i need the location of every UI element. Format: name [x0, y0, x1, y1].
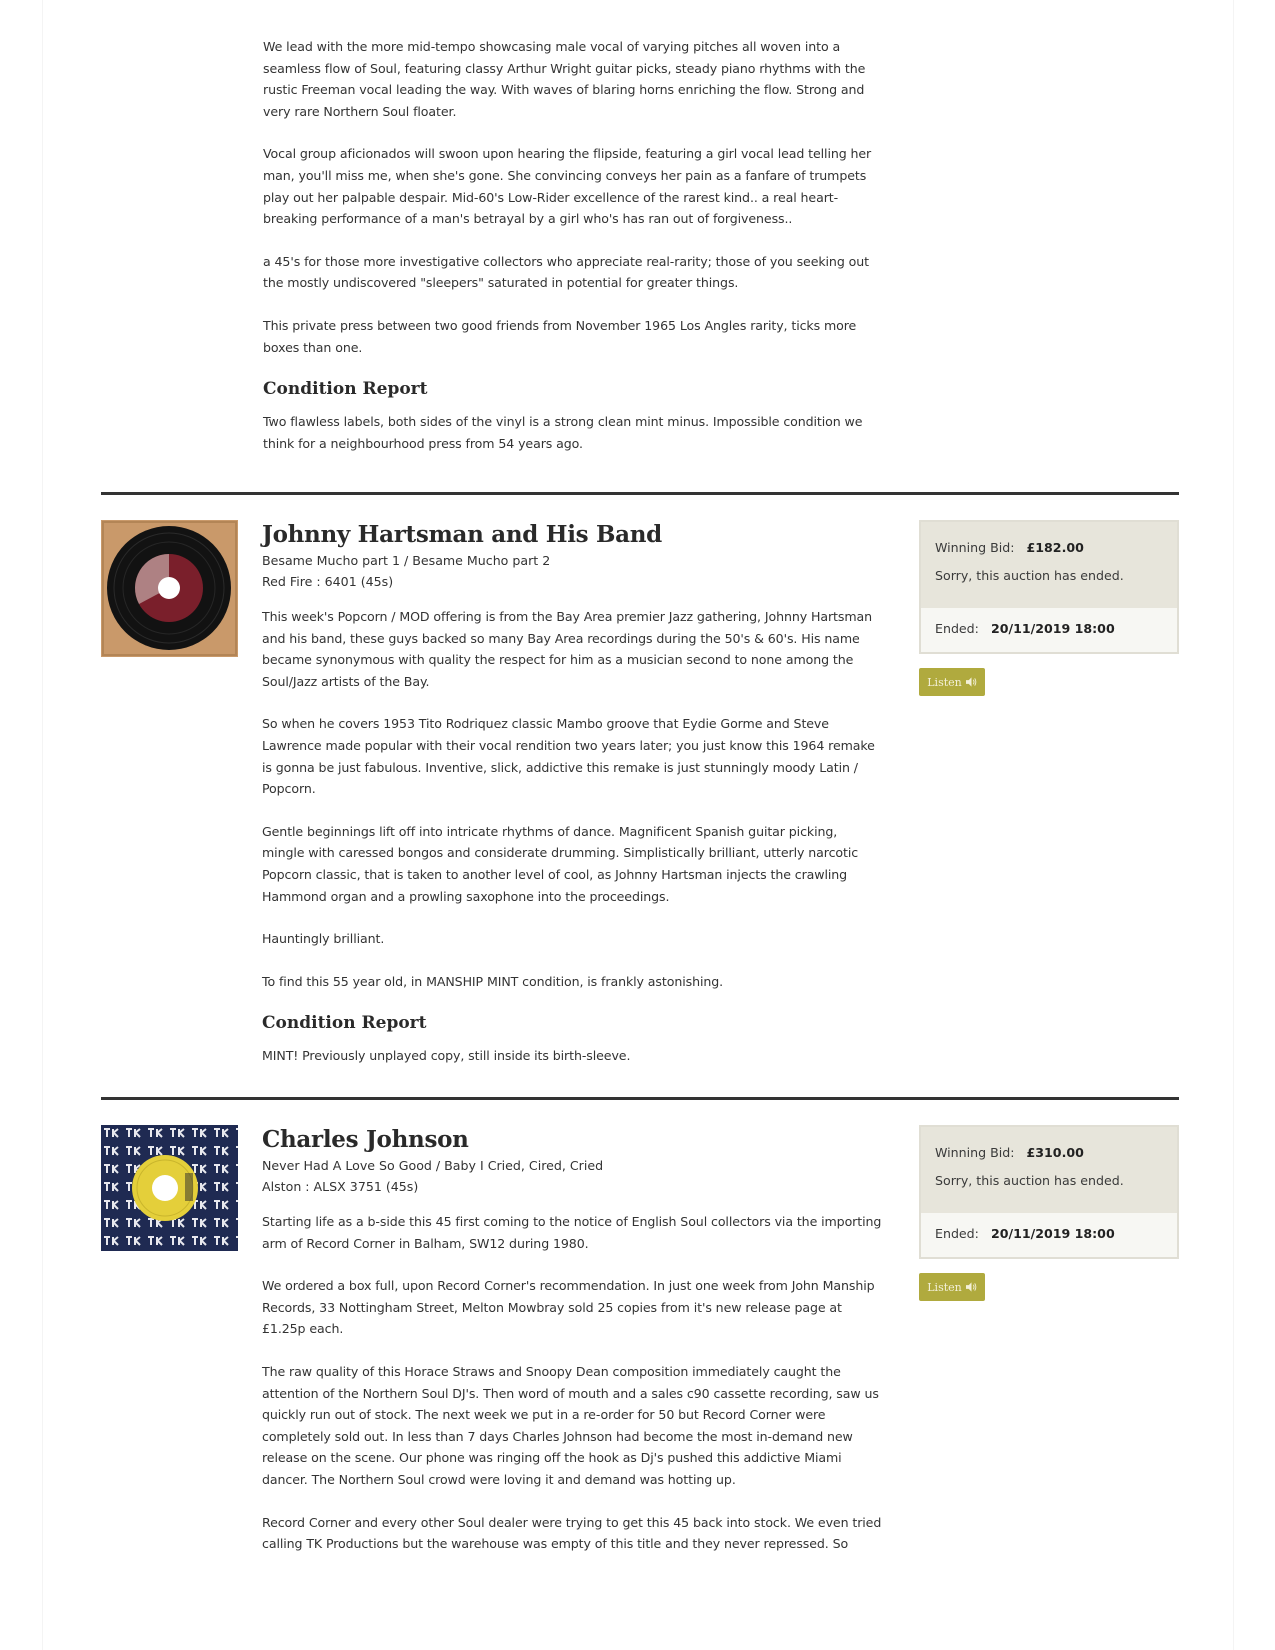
ended-row	[921, 608, 1177, 652]
record-thumbnail[interactable]	[101, 520, 238, 657]
description-paragraph: We lead with the more mid-tempo showcasing male vocal of varying pitches all woven into a seamless flow of Soul, featuring classy Arthur Wright guitar picks, steady piano rhythms with the rustic Freeman vocal leading the way. With waves of blaring horns enriching the flow. Strong and very rare Northern Soul floater.	[263, 39, 866, 119]
description-paragraph: To find this 55 year old, in MANSHIP MINT condition, is frankly astonishing.	[262, 973, 724, 989]
item-description	[262, 1211, 882, 1555]
winning-bid-value: £182.00	[1026, 540, 1084, 555]
item-details	[262, 520, 882, 1088]
description-paragraph: Hauntingly brilliant.	[262, 931, 385, 947]
description-paragraph: This week's Popcorn / MOD offering is from the Bay Area premier Jazz gathering, Johnny Hartsman and his band, these guys backed so many Bay Area recordings during the 50's & 60's. His name became synonymous with quality the respect for him as a musician second to none among the Soul/Jazz artists of the Bay.	[262, 609, 872, 689]
condition-report-heading: Condition Report	[263, 379, 428, 400]
ended-date: 20/11/2019 18:00	[990, 621, 1115, 636]
description-paragraph: a 45's for those more investigative collectors who appreciate real-rarity; those of you seeking out the mostly undiscovered "sleepers" saturated in potential for greater things.	[263, 253, 869, 291]
description-paragraph: Vocal group aficionados will swoon upon hearing the flipside, featuring a girl vocal lead telling her man, you'll miss me, when she's gone. She convincing conveys her pain as a fanfare of trumpets play out her palpable despair. Mid-60's Low-Rider excellence of the rarest kind.. a real heart-breaking performance of a man's betrayal by a girl who's has ran out of forgiveness..	[263, 146, 872, 227]
artist-title: Charles Johnson	[262, 1126, 469, 1153]
item-details	[262, 1125, 882, 1576]
page-container	[42, 0, 1234, 1650]
winning-bid-label: Winning Bid:	[935, 1145, 1015, 1160]
winning-bid-label: Winning Bid:	[935, 540, 1015, 555]
auction-ended-message: Sorry, this auction has ended.	[935, 1173, 1124, 1188]
speaker-icon	[966, 1282, 977, 1292]
listen-button[interactable]	[919, 668, 985, 696]
description-paragraph: The raw quality of this Horace Straws and Snoopy Dean composition immediately caught the attention of the Northern Soul DJ's. Then word of mouth and a sales c90 cassette recording, saw us quickly run out of stock. The next week we put in a re-order for 50 but Record Corner were completely sold out. In less than 7 days Charles Johnson had become the most in-demand new release on the scene. Our phone was ringing off the hook as Dj's pushed this addictive Miami dancer. The Northern Soul crowd were loving it and demand was hotting up.	[262, 1363, 879, 1487]
listen-label: Listen	[927, 1280, 962, 1294]
description-paragraph: Record Corner and every other Soul dealer were trying to get this 45 back into stock. We even tried calling TK Productions but the warehouse was empty of this title and they never repressed. So	[262, 1514, 882, 1552]
description-paragraph: This private press between two good friends from November 1965 Los Angles rarity, ticks more boxes than one.	[263, 317, 857, 355]
condition-report-text: MINT! Previously unplayed copy, still inside its birth-sleeve.	[262, 1048, 631, 1064]
auction-status-box	[919, 1125, 1179, 1259]
item-description	[262, 606, 882, 1067]
speaker-icon	[966, 677, 977, 687]
winning-bid-row	[935, 1139, 1163, 1167]
vinyl-record-icon	[101, 1125, 238, 1251]
auction-ended-message: Sorry, this auction has ended.	[935, 568, 1124, 583]
track-titles: Never Had A Love So Good / Baby I Cried, Cired, Cried	[262, 1158, 604, 1173]
bid-info	[921, 1127, 1177, 1213]
condition-report-heading: Condition Report	[262, 1013, 427, 1034]
label-catalog: Red Fire : 6401 (45s)	[262, 574, 394, 589]
item-divider	[101, 1097, 1179, 1100]
description-paragraph: Gentle beginnings lift off into intricate rhythms of dance. Magnificent Spanish guitar picking, mingle with caressed bongos and considerate drumming. Simplistically brilliant, utterly narcotic Popcorn classic, that is taken to another level of cool, as Johnny Hartsman injects the crawling Hammond organ and a prowling saxophone into the proceedings.	[262, 823, 859, 904]
ended-label: Ended:	[935, 621, 979, 636]
previous-item-description	[263, 36, 883, 475]
auction-status-box	[919, 520, 1179, 654]
description-paragraph: So when he covers 1953 Tito Rodriquez classic Mambo groove that Eydie Gorme and Steve Lawrence made popular with their vocal rendition two years later; you just know this 1964 remake is gonna be just fabulous. Inventive, slick, addictive this remake is just stunningly moody Latin / Popcorn.	[262, 716, 875, 797]
listen-button[interactable]	[919, 1273, 985, 1301]
track-titles: Besame Mucho part 1 / Besame Mucho part 2	[262, 553, 551, 568]
artist-title: Johnny Hartsman and His Band	[262, 521, 662, 548]
winning-bid-value: £310.00	[1026, 1145, 1084, 1160]
vinyl-record-icon	[101, 520, 238, 657]
item-divider	[101, 492, 1179, 495]
ended-row	[921, 1213, 1177, 1257]
ended-date: 20/11/2019 18:00	[990, 1226, 1115, 1241]
ended-label: Ended:	[935, 1226, 979, 1241]
winning-bid-row	[935, 534, 1163, 562]
condition-report-text: Two flawless labels, both sides of the vinyl is a strong clean mint minus. Impossible condition we think for a neighbourhood press from 54 years ago.	[263, 414, 863, 451]
record-thumbnail[interactable]	[101, 1125, 238, 1251]
description-paragraph: We ordered a box full, upon Record Corner's recommendation. In just one week from John Manship Records, 33 Nottingham Street, Melton Mowbray sold 25 copies from it's new release page at £1.25p each.	[262, 1278, 875, 1337]
description-paragraph: Starting life as a b-side this 45 first coming to the notice of English Soul collectors via the importing arm of Record Corner in Balham, SW12 during 1980.	[262, 1214, 882, 1251]
listen-label: Listen	[927, 675, 962, 689]
label-catalog: Alston : ALSX 3751 (45s)	[262, 1179, 419, 1194]
bid-info	[921, 522, 1177, 608]
